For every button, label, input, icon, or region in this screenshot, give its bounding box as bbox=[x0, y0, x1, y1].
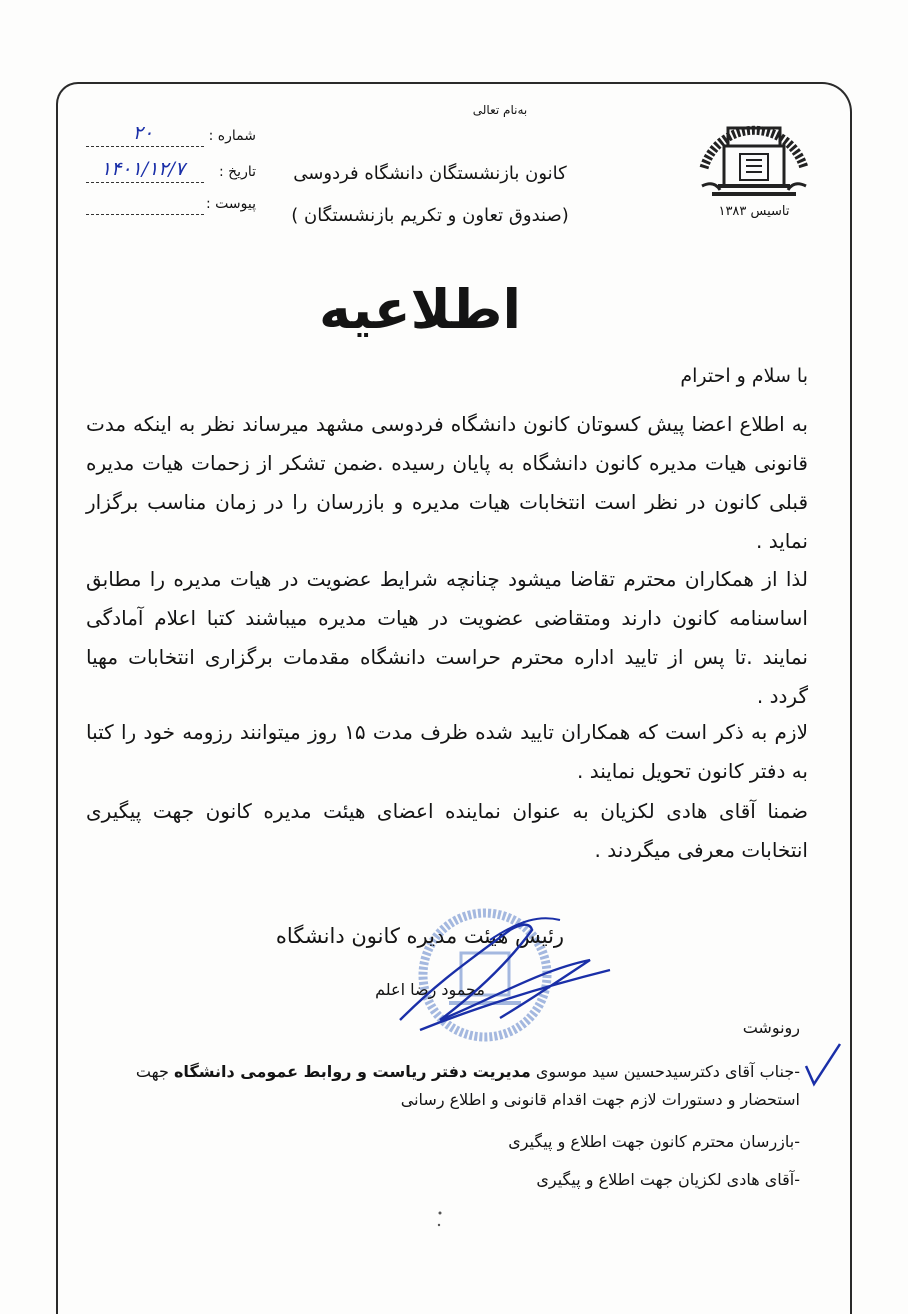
invocation-text: به‌نام تعالی bbox=[472, 103, 528, 117]
cc-item-2: -بازرسان محترم کانون جهت اطلاع و پیگیری bbox=[508, 1132, 800, 1151]
check-mark-icon bbox=[800, 1040, 850, 1090]
letter-number-field bbox=[86, 122, 256, 154]
date-value: ۱۴۰۱/۱۲/۷ bbox=[100, 158, 186, 180]
signatory-name: محمود رضا اعلم bbox=[375, 980, 485, 999]
cc-title: رونوشت bbox=[742, 1018, 800, 1037]
cc-item-1 bbox=[110, 1058, 800, 1114]
organization-subtitle: (صندوق تعاون و تکریم بازنشستگان ) bbox=[291, 205, 569, 226]
paragraph-2: لذا از همکاران محترم تقاضا میشود چنانچه شرایط عضویت در هیات مدیره را مطابق اساسنامه کانون دارند ومتقاضی عضویت در هیات مدیره میباشند کتبا اعلام آمادگی نمایند .تا پس از تایید اداره محترم حراست دانشگاه مقدمات برگزاری انتخابات مهیا گردد . bbox=[86, 567, 808, 708]
letter-attachment-field bbox=[86, 196, 256, 222]
paragraph-3: لازم به ذکر است که همکاران تایید شده ظرف مدت ۱۵ روز میتوانند رزومه خود را کتبا به دفتر کانون تحویل نمایند . bbox=[86, 720, 808, 783]
number-value: ۲۰ bbox=[132, 122, 154, 144]
logo-year: تاسیس ۱۳۸۳ bbox=[718, 204, 790, 219]
number-line bbox=[86, 146, 204, 147]
paragraph-1: به اطلاع اعضا پیش کسوتان کانون دانشگاه فردوسی مشهد میرساند نظر به اینکه مدت قانونی هیات مدیره کانون دانشگاه به پایان رسیده .ضمن تشکر از زحمات هیات مدیره قبلی کانون در نظر است انتخابات هیات مدیره و بازرسان را در زمان مناسب برگزار نماید . bbox=[86, 412, 808, 553]
greeting: با سلام و احترام bbox=[680, 365, 808, 387]
attachment-line bbox=[86, 214, 204, 215]
organization-name: کانون بازنشستگان دانشگاه فردوسی bbox=[293, 163, 567, 184]
paragraph-4: ضمنا آقای هادی لکزیان به عنوان نماینده اعضای هیئت مدیره کانون جهت پیگیری انتخابات معرفی میگردند . bbox=[86, 799, 808, 862]
attachment-label: پیوست : bbox=[206, 196, 256, 212]
cc-item-1-pre: -جناب آقای دکترسیدحسین سید موسوی bbox=[530, 1062, 800, 1081]
cc-item-3: -آقای هادی لکزیان جهت اطلاع و پیگیری bbox=[536, 1170, 800, 1189]
letter-date-field bbox=[86, 158, 256, 190]
date-label: تاریخ : bbox=[218, 164, 256, 180]
announcement-title: اطلاعیه bbox=[318, 278, 522, 341]
paper-speck-icon bbox=[430, 1205, 450, 1235]
cc-item-1-post: جهت استحضار و دستورات لازم جهت اقدام قانونی و اطلاع رسانی bbox=[135, 1062, 800, 1109]
number-label: شماره : bbox=[208, 128, 256, 144]
date-line bbox=[86, 182, 204, 183]
cc-item-1-bold: مدیریت دفتر ریاست و روابط عمومی دانشگاه bbox=[173, 1062, 531, 1081]
signatory-title: رئیس هیئت مدیره کانون دانشگاه bbox=[275, 924, 565, 948]
